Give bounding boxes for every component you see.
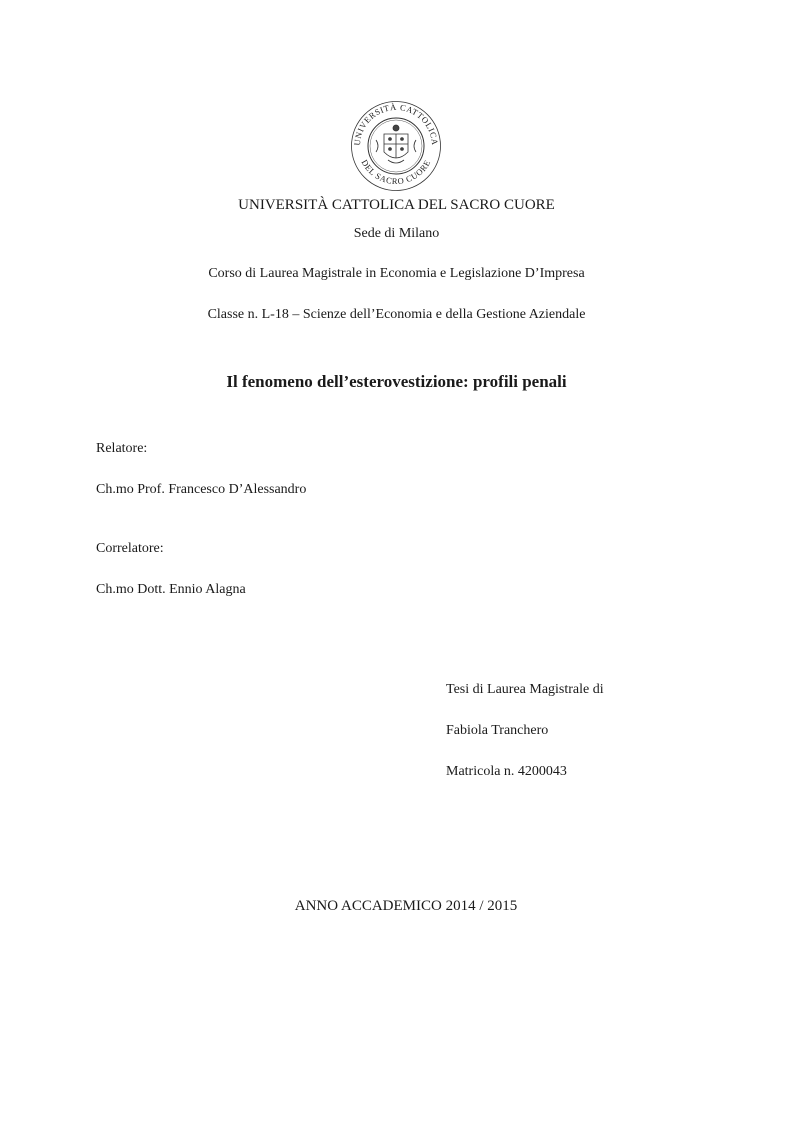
- university-seal-icon: [350, 100, 442, 192]
- university-name: UNIVERSITÀ CATTOLICA DEL SACRO CUORE: [238, 197, 555, 213]
- matricola-number: Matricola n. 4200043: [446, 764, 567, 779]
- relatore-name: Ch.mo Prof. Francesco D’Alessandro: [96, 482, 307, 497]
- campus-name: Sede di Milano: [353, 226, 440, 241]
- thesis-title: Il fenomeno dell’esterovestizione: profili penali: [226, 372, 567, 391]
- correlatore-name: Ch.mo Dott. Ennio Alagna: [96, 582, 246, 597]
- thesis-author-label: Tesi di Laurea Magistrale di: [446, 682, 604, 697]
- academic-year: ANNO ACCADEMICO 2014 / 2015: [294, 898, 518, 914]
- course-name: Corso di Laurea Magistrale in Economia e Legislazione D’Impresa: [208, 266, 585, 281]
- seal-text-top: UNIVERSITÀ CATTOLICA: [351, 101, 441, 146]
- degree-class: Classe n. L-18 – Scienze dell’Economia e della Gestione Aziendale: [207, 307, 586, 322]
- seal-emblem: [376, 125, 416, 163]
- author-name: Fabiola Tranchero: [446, 723, 549, 738]
- correlatore-label: Correlatore:: [96, 541, 164, 556]
- seal-text-bottom: DEL SACRO CUORE: [359, 157, 433, 187]
- relatore-label: Relatore:: [96, 441, 148, 456]
